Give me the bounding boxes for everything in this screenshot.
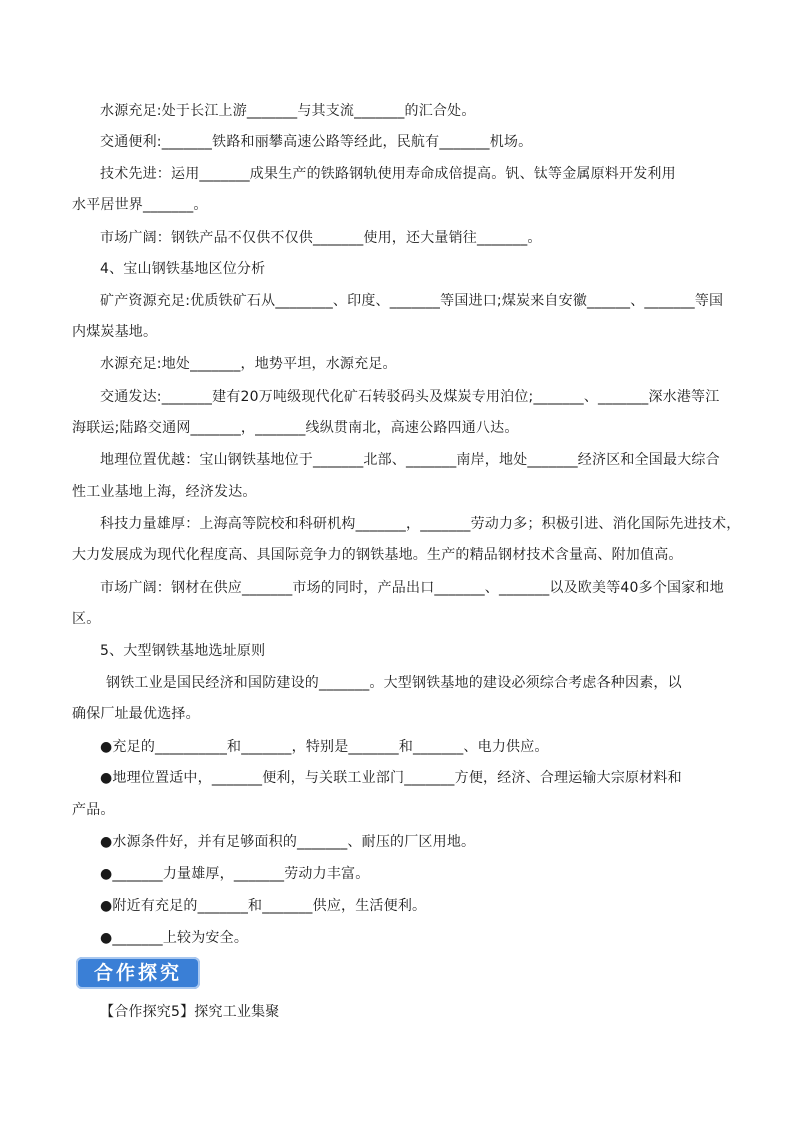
bullet-supply: ●附近有充足的_______和_______供应，生活便利。 bbox=[100, 898, 427, 914]
line-tech-2-cont: 大力发展成为现代化程度高、具国际竞争力的钢铁基地。生产的精品钢材技术含量高、附加值高。 bbox=[72, 547, 683, 563]
line-transport-2-cont: 海联运;陆路交通网_______，_______线纵贯南北，高速公路四通八达。 bbox=[72, 420, 519, 436]
line-tech-1-cont: 水平居世界_______。 bbox=[72, 197, 208, 213]
subheading-cooperative-5: 【合作探究5】探究工业集聚 bbox=[100, 1004, 280, 1020]
section-badge bbox=[76, 957, 200, 989]
line-tech-1: 技术先进：运用_______成果生产的铁路钢轨使用寿命成倍提高。钒、钛等金属原料开发利用 bbox=[100, 166, 676, 182]
line-location-2: 地理位置优越：宝山钢铁基地位于_______北部、_______南岸，地处_______经济区和全国最大综合 bbox=[100, 452, 720, 468]
bullet-tech: ●_______力量雄厚，_______劳动力丰富。 bbox=[100, 866, 370, 882]
line-resources-2-cont: 内煤炭基地。 bbox=[72, 324, 158, 340]
line-principles-intro: 钢铁工业是国民经济和国防建设的_______。大型钢铁基地的建设必须综合考虑各种因素，以 bbox=[106, 675, 682, 691]
heading-site-principles: 5、大型钢铁基地选址原则 bbox=[100, 643, 266, 659]
line-transport-2: 交通发达:_______建有20万吨级现代化矿石转驳码头及煤炭专用泊位;_______、_______深水港等江 bbox=[100, 389, 720, 405]
line-resources-2: 矿产资源充足:优质铁矿石从________、印度、_______等国进口;煤炭来自安徽______、_______等国 bbox=[100, 293, 724, 309]
heading-baoshan: 4、宝山钢铁基地区位分析 bbox=[100, 261, 266, 277]
bullet-safety: ●_______上较为安全。 bbox=[100, 930, 249, 946]
line-market-1: 市场广阔：钢铁产品不仅供不仅供_______使用，还大量销往_______。 bbox=[100, 230, 542, 246]
bullet-location-cont: 产品。 bbox=[72, 802, 115, 818]
bullet-water: ●水源条件好，并有足够面积的_______、耐压的厂区用地。 bbox=[100, 834, 476, 850]
line-tech-2: 科技力量雄厚：上海高等院校和科研机构_______，_______劳动力多；积极引进、消化国际先进技术， bbox=[100, 516, 741, 532]
line-market-2: 市场广阔：钢材在供应_______市场的同时，产品出口_______、_______以及欧美等40多个国家和地 bbox=[100, 580, 724, 596]
line-market-2-cont: 区。 bbox=[72, 611, 101, 627]
bullet-resources: ●充足的__________和_______，特别是_______和_______、电力供应。 bbox=[100, 739, 549, 755]
line-water-2: 水源充足:地处_______，地势平坦，水源充足。 bbox=[100, 356, 397, 372]
section-badge-label: 合作探究 bbox=[93, 962, 182, 984]
line-principles-intro-cont: 确保厂址最优选择。 bbox=[72, 706, 200, 722]
line-water-1: 水源充足:处于长江上游_______与其支流_______的汇合处。 bbox=[100, 103, 476, 119]
line-transport-1: 交通便利:_______铁路和丽攀高速公路等经此，民航有_______机场。 bbox=[100, 134, 533, 150]
bullet-location: ●地理位置适中，_______便利，与关联工业部门_______方便，经济、合理运输大宗原材料和 bbox=[100, 770, 682, 786]
line-location-2-cont: 性工业基地上海，经济发达。 bbox=[72, 484, 257, 500]
